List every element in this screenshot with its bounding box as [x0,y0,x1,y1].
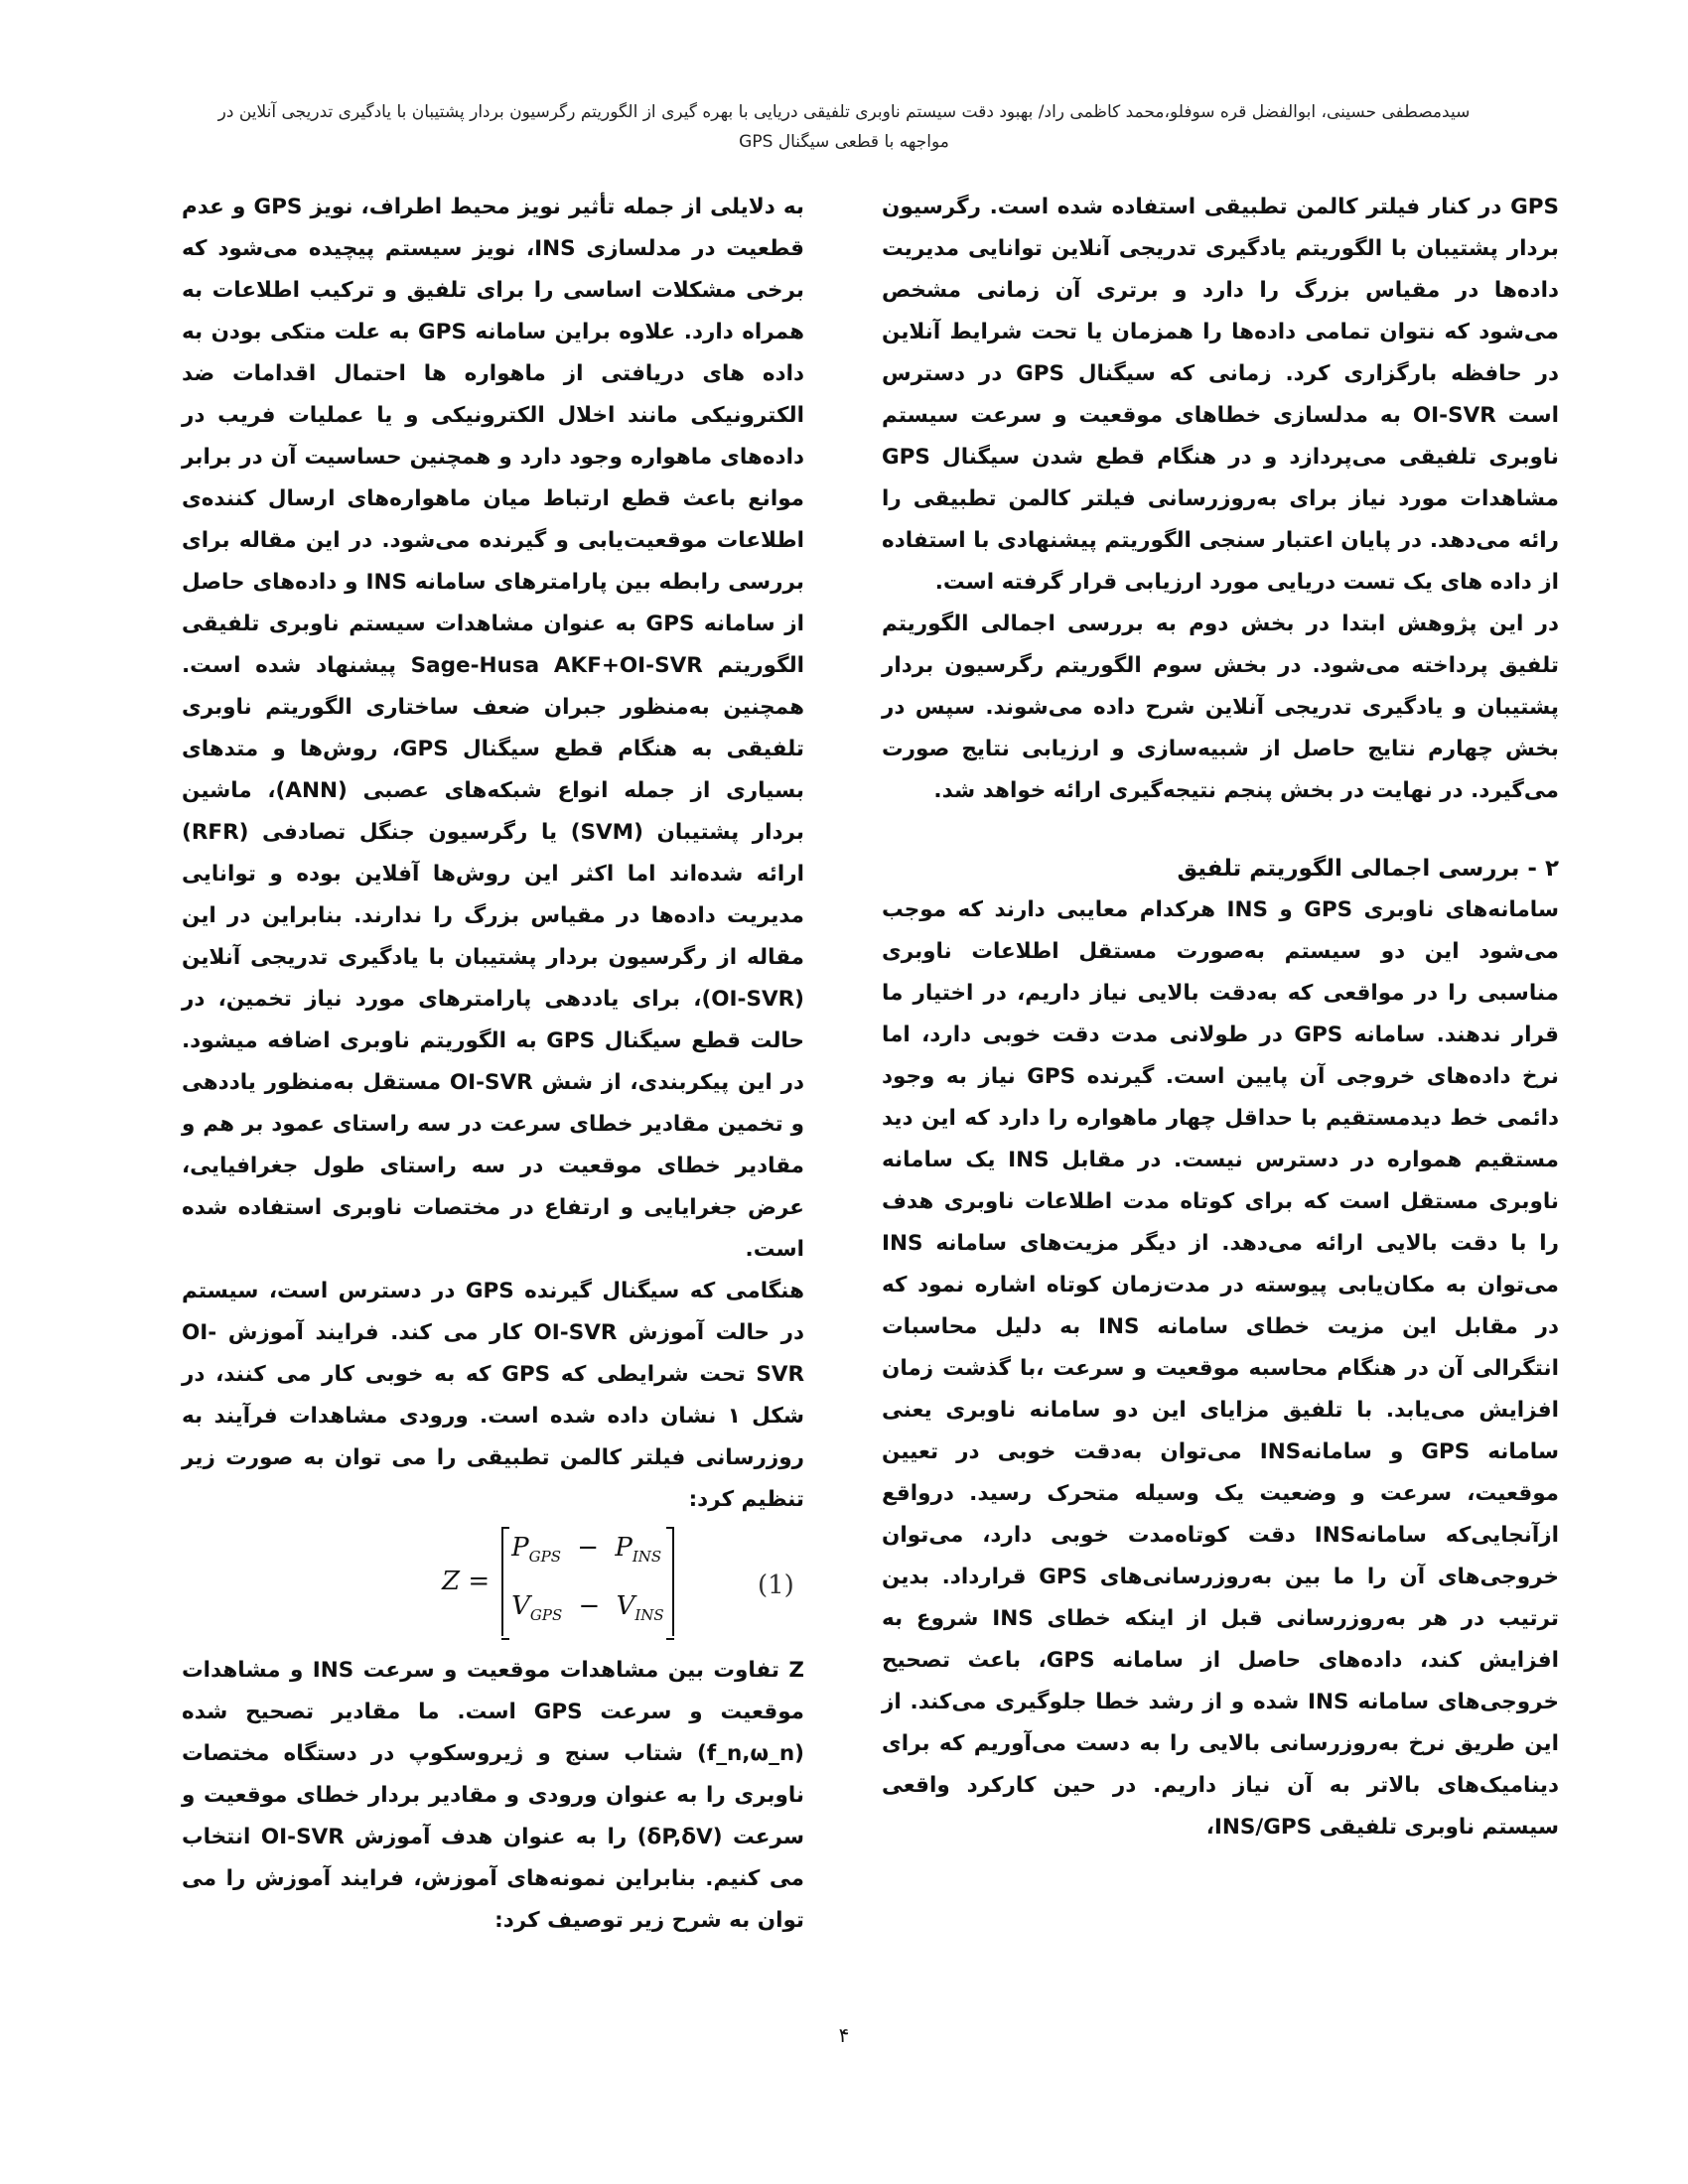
right-column [882,187,1559,1848]
matrix-row-velocity: $V_{GPS} - V_{INS}$ [511,1590,664,1624]
paragraph-paper-outline: در این پژوهش ابتدا در بخش دوم به بررسی اجمالی الگوریتم تلفیق پرداخته می‌شود. در بخش سوم الگوریتم رگرسیون بردار پشتیبان و یادگیری تدریجی آنلاین شرح داده می‌شوند. سپس در بخش چهارم نتایج حاصل از شبیه‌سازی و ارزیابی نتایج صورت می‌گیرد. در نهایت در بخش پنجم نتیجه‌گیری ارائه خواهد شد. [882,612,1559,803]
equation-number: (1) [758,1570,794,1600]
running-header-line-2: مواجهه با قطعی سیگنال GPS [739,132,949,152]
equation-body [442,1527,674,1636]
paragraph-intro-continuation: GPS در کنار فیلتر کالمن تطبیقی استفاده شده است. رگرسیون بردار پشتیبان با الگوریتم یادگیری تدریجی آنلاین توانایی مدیریت داده‌ها در مقیاس بزرگ را دارد و برتری آن زمانی مشخص می‌شود که نتوان تمامی داده‌ها را همزمان یا تحت شرایط آنلاین در حافظه بارگزاری کرد. زمانی که سیگنال GPS در دسترس است OI-SVR به مدلسازی خطاهای موقعیت و سرعت سیستم ناوبری تلفیقی می‌پردازد و در هنگام قطع شدن سیگنال GPS مشاهدات مورد نیاز برای به‌روزرسانی فیلتر کالمن تطبیقی را رائه می‌دهد. در پایان اعتبار سنجی الگوریتم پیشنهادی با استفاده از داده های یک تست دریایی مورد ارزیابی قرار گرفته است. [882,195,1559,595]
running-header-line-1: سیدمصطفی حسینی، ابوالفضل قره سوفلو،محمد کاظمی راد/ بهبود دقت سیستم ناوبری تلفیقی دریایی با بهره گیری از الگوریتم رگرسیون بردار پشتیبان با یادگیری تدریجی آنلاین در [217,102,1471,122]
left-column [182,187,804,1942]
section-heading: ۲ - بررسی اجمالی الگوریتم تلفیق [1177,856,1559,882]
paragraph-noise-problems: به دلایلی از جمله تأثیر نویز محیط اطراف، نویز GPS و عدم قطعیت در مدلسازی INS، نویز سیستم پیچیده می‌شود که برخی مشکلات اساسی را برای تلفیق و ترکیب اطلاعات به همراه دارد. علاوه براین سامانه GPS به علت متکی بودن به داده های دریافتی از ماهواره ها احتمال اقدامات ضد الکترونیکی مانند اخلال الکترونیکی و یا عملیات فریب در داده‌های ماهواره وجود دارد و همچنین حساسیت آن در برابر موانع باعث قطع ارتباط میان ماهواره‌های ارسال کننده‌ی اطلاعات موقعیت‌یابی و گیرنده می‌شود. در این مقاله برای بررسی رابطه بین پارامترهای سامانه INS و داده‌های حاصل از سامانه GPS به عنوان مشاهدات سیستم ناوبری تلفیقی الگوریتم Sage-Husa AKF+OI-SVR پیشنهاد شده است. همچنین به‌منظور جبران ضعف ساختاری الگوریتم ناوبری تلفیقی به هنگام قطع سیگنال GPS، روش‌ها و متدهای بسیاری از جمله انواع شبکه‌های عصبی (ANN)، ماشین بردار پشتیبان (SVM) یا رگرسیون جنگل تصادفی (RFR) ارائه شده‌اند اما اکثر این روش‌ها آفلاین بوده و توانایی مدیریت داده‌ها در مقیاس بزرگ را ندارند. بنابراین در این مقاله از رگرسیون بردار پشتیبان با یادگیری تدریجی آنلاین (OI-SVR)، برای یاددهی پارامترهای مورد نیاز تخمین، در حالت قطع سیگنال GPS به الگوریتم ناوبری اضافه میشود. در این پیکربندی، از شش OI-SVR مستقل به‌منظور یاددهی و تخمین مقادیر خطای سرعت در سه راستای عمود بر هم و مقادیر خطای موقعیت در سه راستای طول جغرافیایی، عرض جغرایایی و ارتفاع در مختصات ناوبری استفاده شده است. [182,195,805,1262]
equation-1 [182,1521,804,1650]
running-header [139,97,1549,157]
page-number: ۴ [838,2023,850,2047]
paragraph-fusion-overview: سامانه‌های ناوبری GPS و INS هرکدام معایبی دارند که موجب می‌شود این دو سیستم به‌صورت مستقل اطلاعات ناوبری مناسبی را در مواقعی که به‌دقت بالایی نیاز داریم، در اختیار ما قرار ندهند. سامانه GPS در طولانی مدت دقت خوبی دارد، اما نرخ داده‌های خروجی آن پایین است. گیرنده GPS نیاز به وجود دائمی خط دیدمستقیم با حداقل چهار ماهواره را دارد که این دید مستقیم همواره در دسترس نیست. در مقابل INS یک سامانه ناوبری مستقل است که برای کوتاه مدت اطلاعات ناوبری هدف را با دقت بالایی ارائه می‌دهد. از دیگر مزیت‌های سامانه INS می‌توان به مکان‌یابی پیوسته در مدت‌زمان کوتاه اشاره نمود که در مقابل این مزیت خطای سامانه INS به دلیل محاسبات انتگرالی آن در هنگام محاسبه موقعیت و سرعت ،با گذشت زمان افزایش می‌یابد. با تلفیق مزایای این دو سامانه ناوبری یعنی سامانه GPS و سامانهINS می‌توان به‌دقت خوبی در تعیین موقعیت، سرعت و وضعیت یک وسیله متحرک رسید. درواقع ازآنجایی‌که سامانهINS دقت کوتاه‌مدت خوبی دارد، می‌توان خروجی‌های آن را ما بین به‌روزرسانی‌های GPS قرارداد. بدین ترتیب در هر به‌روزرسانی قبل از اینکه خطای INS شروع به افزایش کند، داده‌های حاصل از سامانه GPS، باعث تصحیح خروجی‌های سامانه INS شده و از رشد خطا جلوگیری می‌کند. از این طریق نرخ به‌روزرسانی بالایی را به دست می‌آوریم که برای دینامیک‌های بالاتر به آن نیاز داریم. در حین کارکرد واقعی سیستم ناوبری تلفیقی INS/GPS، [882,897,1560,1840]
equation-matrix [501,1527,674,1636]
matrix-row-position: $P_{GPS} - P_{INS}$ [511,1533,662,1567]
paragraph-training-mode: هنگامی که سیگنال گیرنده GPS در دسترس است، سیستم در حالت آموزش OI-SVR کار می کند. فرایند آموزش OI-SVR تحت شرایطی که GPS که به خوبی کار می کنند، در شکل ۱ نشان داده شده است. ورودی مشاهدات فرآیند به روزرسانی فیلتر کالمن تطبیقی را می توان به صورت زیر تنظیم کرد: [182,1279,805,1512]
paragraph-z-definition: Z تفاوت بین مشاهدات موقعیت و سرعت INS و مشاهدات موقعیت و سرعت GPS است. ما مقادیر تصحیح شده (f_n,ω_n) شتاب سنج و ژیروسکوپ در دستگاه مختصات ناوبری را به عنوان ورودی و مقادیر بردار خطای موقعیت و سرعت (δP,δV) را به عنوان هدف آموزش OI-SVR انتخاب می کنیم. بنابراین نمونه‌های آموزش، فرایند آموزش را می توان به شرح زیر توصیف کرد: [182,1658,804,1933]
equation-lhs: Z = [442,1567,491,1596]
